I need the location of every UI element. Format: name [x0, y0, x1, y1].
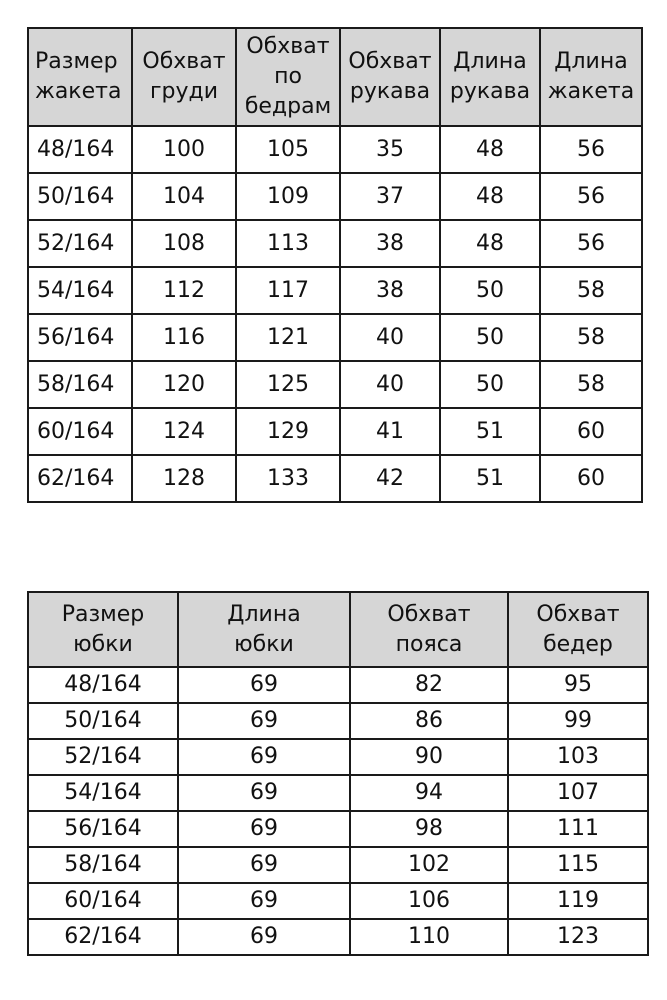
jacket-header-cell: [236, 28, 340, 126]
measurement-cell: 95: [508, 667, 648, 703]
measurement-cell: 117: [236, 267, 340, 314]
measurement-cell: 40: [340, 361, 440, 408]
measurement-cell: 112: [132, 267, 236, 314]
table-row: [28, 883, 648, 919]
header-line: Обхват: [246, 34, 330, 60]
skirt-header-cell: [350, 592, 508, 667]
measurement-cell: 69: [178, 739, 350, 775]
header-line: по: [274, 64, 302, 90]
jacket-header-cell: [340, 28, 440, 126]
jacket-size-table: [27, 27, 643, 503]
table-row: [28, 173, 642, 220]
measurement-cell: 56: [540, 126, 642, 173]
size-cell: 50/164: [28, 703, 178, 739]
header-line: юбки: [73, 631, 133, 657]
skirt-header-cell: [178, 592, 350, 667]
measurement-cell: 58: [540, 314, 642, 361]
skirt-size-table: [27, 591, 649, 956]
table-row: [28, 455, 642, 502]
measurement-cell: 58: [540, 267, 642, 314]
jacket-header-cell: [28, 28, 132, 126]
header-line: Длина: [227, 601, 301, 627]
measurement-cell: 105: [236, 126, 340, 173]
measurement-cell: 109: [236, 173, 340, 220]
jacket-header-cell: [440, 28, 540, 126]
measurement-cell: 113: [236, 220, 340, 267]
measurement-cell: 104: [132, 173, 236, 220]
header-line: груди: [149, 79, 219, 104]
measurement-cell: 56: [540, 173, 642, 220]
jacket-body: [28, 126, 642, 502]
measurement-cell: 108: [132, 220, 236, 267]
size-cell: 60/164: [28, 408, 132, 455]
measurement-cell: 86: [350, 703, 508, 739]
skirt-body: [28, 667, 648, 955]
size-cell: 52/164: [28, 220, 132, 267]
measurement-cell: 82: [350, 667, 508, 703]
measurement-cell: 115: [508, 847, 648, 883]
measurement-cell: 69: [178, 811, 350, 847]
header-line: жакета: [35, 79, 122, 104]
measurement-cell: 50: [440, 267, 540, 314]
measurement-cell: 48: [440, 126, 540, 173]
measurement-cell: 48: [440, 220, 540, 267]
measurement-cell: 69: [178, 667, 350, 703]
size-cell: 56/164: [28, 314, 132, 361]
measurement-cell: 100: [132, 126, 236, 173]
header-line: рукава: [449, 79, 531, 104]
size-cell: 48/164: [28, 126, 132, 173]
measurement-cell: 58: [540, 361, 642, 408]
size-cell: 58/164: [28, 847, 178, 883]
table-row: [28, 667, 648, 703]
size-cell: 62/164: [28, 455, 132, 502]
header-line: рукава: [349, 79, 431, 104]
header-line: Обхват: [387, 601, 471, 627]
measurement-cell: 50: [440, 314, 540, 361]
measurement-cell: 41: [340, 408, 440, 455]
measurement-cell: 48: [440, 173, 540, 220]
jacket-header-cell: [540, 28, 642, 126]
measurement-cell: 124: [132, 408, 236, 455]
header-line: бедрам: [244, 93, 332, 119]
jacket-header-cell: [132, 28, 236, 126]
jacket-header-row: [28, 28, 642, 126]
measurement-cell: 125: [236, 361, 340, 408]
size-cell: 58/164: [28, 361, 132, 408]
table-row: [28, 847, 648, 883]
size-cell: 56/164: [28, 811, 178, 847]
measurement-cell: 60: [540, 455, 642, 502]
size-cell: 60/164: [28, 883, 178, 919]
skirt-header-cell: [28, 592, 178, 667]
measurement-cell: 50: [440, 361, 540, 408]
header-line: Обхват: [348, 49, 432, 75]
table-row: [28, 739, 648, 775]
measurement-cell: 90: [350, 739, 508, 775]
table-row: [28, 775, 648, 811]
size-cell: 54/164: [28, 267, 132, 314]
table-row: [28, 361, 642, 408]
header-line: Длина: [453, 49, 527, 75]
measurement-cell: 56: [540, 220, 642, 267]
measurement-cell: 129: [236, 408, 340, 455]
measurement-cell: 123: [508, 919, 648, 955]
header-line: Обхват: [536, 601, 620, 627]
table-row: [28, 408, 642, 455]
measurement-cell: 69: [178, 847, 350, 883]
measurement-cell: 107: [508, 775, 648, 811]
measurement-cell: 110: [350, 919, 508, 955]
measurement-cell: 69: [178, 919, 350, 955]
header-line: пояса: [395, 631, 463, 657]
measurement-cell: 94: [350, 775, 508, 811]
table-row: [28, 314, 642, 361]
table-row: [28, 919, 648, 955]
header-line: юбки: [234, 631, 294, 657]
header-line: жакета: [547, 79, 635, 104]
header-line: Размер: [61, 601, 145, 627]
skirt-header-cell: [508, 592, 648, 667]
measurement-cell: 40: [340, 314, 440, 361]
measurement-cell: 51: [440, 408, 540, 455]
measurement-cell: 60: [540, 408, 642, 455]
measurement-cell: 69: [178, 703, 350, 739]
size-cell: 62/164: [28, 919, 178, 955]
header-line: бедер: [543, 631, 613, 657]
measurement-cell: 38: [340, 220, 440, 267]
measurement-cell: 98: [350, 811, 508, 847]
measurement-cell: 42: [340, 455, 440, 502]
measurement-cell: 69: [178, 883, 350, 919]
measurement-cell: 102: [350, 847, 508, 883]
table-row: [28, 267, 642, 314]
measurement-cell: 111: [508, 811, 648, 847]
header-line: Размер: [35, 49, 118, 75]
measurement-cell: 106: [350, 883, 508, 919]
size-cell: 54/164: [28, 775, 178, 811]
measurement-cell: 99: [508, 703, 648, 739]
measurement-cell: 37: [340, 173, 440, 220]
measurement-cell: 133: [236, 455, 340, 502]
measurement-cell: 121: [236, 314, 340, 361]
table-row: [28, 126, 642, 173]
measurement-cell: 120: [132, 361, 236, 408]
size-cell: 50/164: [28, 173, 132, 220]
skirt-header-row: [28, 592, 648, 667]
measurement-cell: 116: [132, 314, 236, 361]
header-line: Длина: [554, 49, 628, 75]
measurement-cell: 128: [132, 455, 236, 502]
measurement-cell: 35: [340, 126, 440, 173]
table-row: [28, 811, 648, 847]
measurement-cell: 119: [508, 883, 648, 919]
size-cell: 48/164: [28, 667, 178, 703]
size-cell: 52/164: [28, 739, 178, 775]
measurement-cell: 69: [178, 775, 350, 811]
measurement-cell: 38: [340, 267, 440, 314]
table-row: [28, 703, 648, 739]
measurement-cell: 51: [440, 455, 540, 502]
table-row: [28, 220, 642, 267]
measurement-cell: 103: [508, 739, 648, 775]
header-line: Обхват: [142, 49, 226, 75]
